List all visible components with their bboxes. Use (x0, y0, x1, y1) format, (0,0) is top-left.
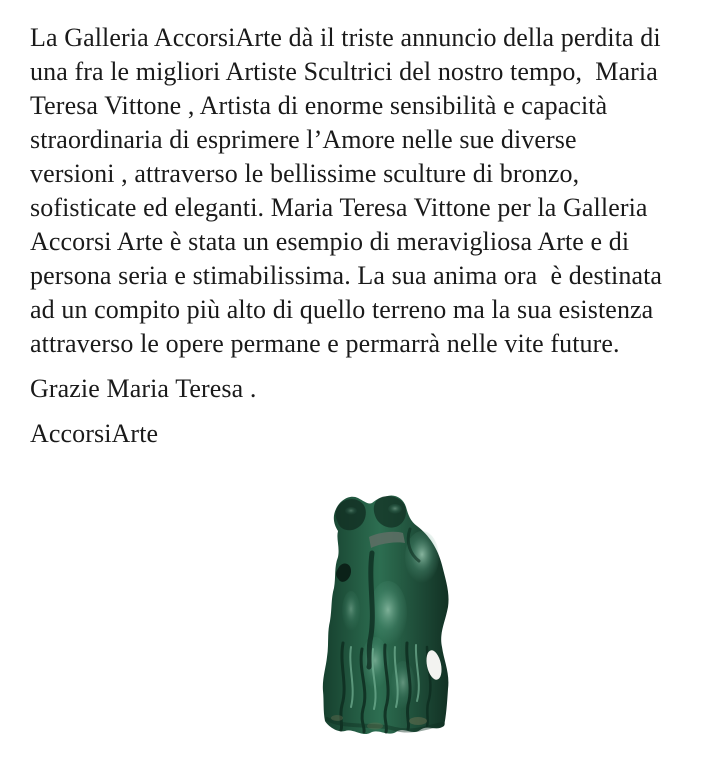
thanks-paragraph (30, 372, 700, 406)
text-line: Accorsi Arte è stata un esempio di meravigliosa Arte e di (30, 227, 630, 256)
text-line: La Galleria AccorsiArte dà il triste annuncio della perdita di (30, 23, 661, 52)
text-line: straordinaria di esprimere l’Amore nelle sue diverse (30, 125, 577, 154)
text-line: ad un compito più alto di quello terreno ma la sua esistenza (30, 295, 654, 324)
signature-line: AccorsiArte (30, 419, 159, 448)
text-line: sofisticate ed eleganti. Maria Teresa Vittone per la Galleria (30, 193, 648, 222)
sculpture-image (315, 495, 455, 735)
text-line: una fra le migliori Artiste Scultrici del nostro tempo, Maria (30, 57, 658, 86)
text-line: Teresa Vittone , Artista di enorme sensibilità e capacità (30, 91, 608, 120)
announcement-paragraph (30, 21, 700, 361)
text-line: attraverso le opere permane e permarrà nelle vite future. (30, 329, 620, 358)
signature-paragraph (30, 417, 700, 451)
text-line: versioni , attraverso le bellissime sculture di bronzo, (30, 159, 580, 188)
text-line: persona seria e stimabilissima. La sua anima ora è destinata (30, 261, 663, 290)
bronze-sculpture-illustration (315, 495, 455, 735)
thanks-line: Grazie Maria Teresa . (30, 374, 257, 403)
